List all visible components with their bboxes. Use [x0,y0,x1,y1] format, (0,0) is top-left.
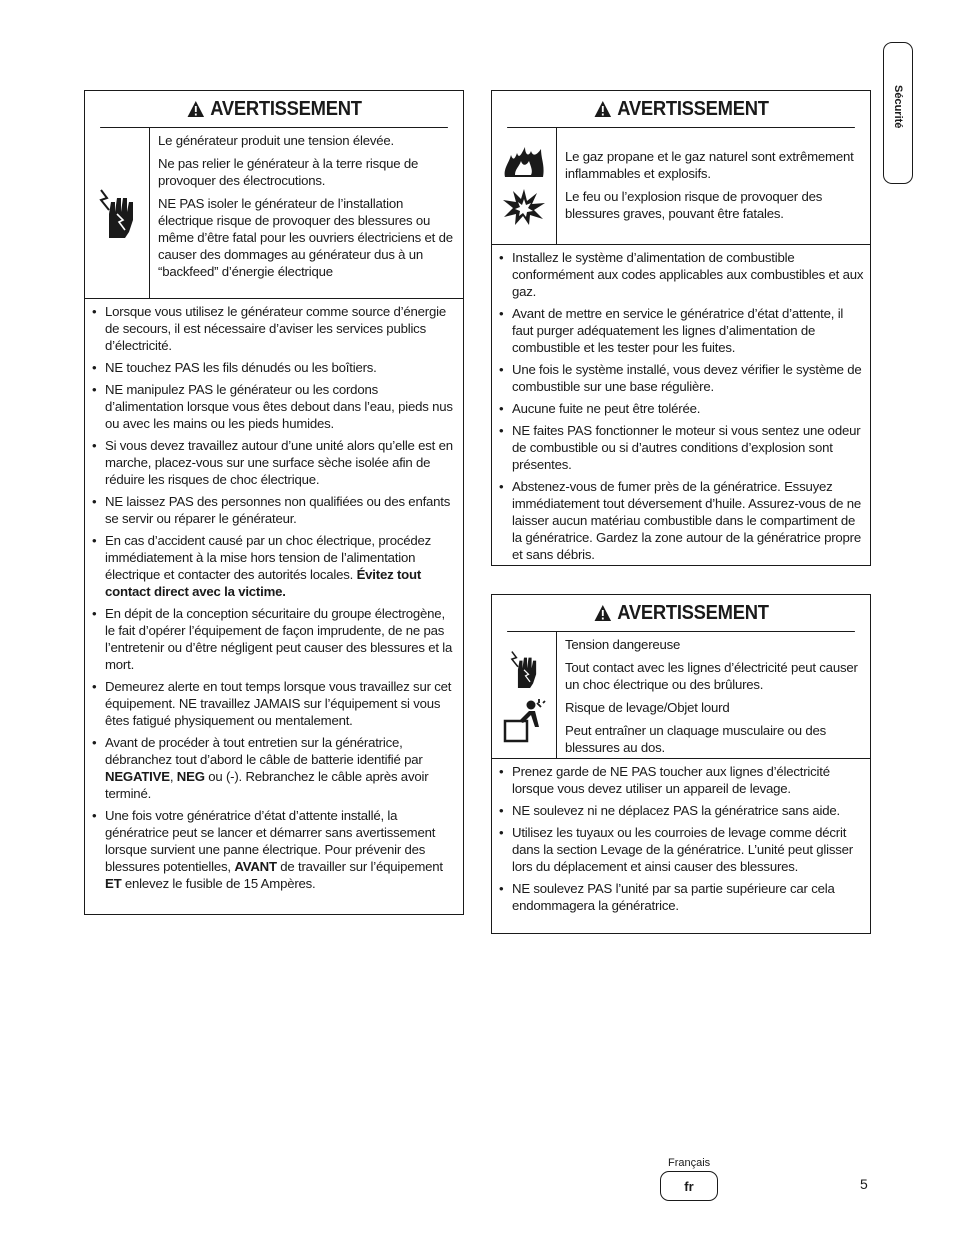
list-item: • Si vous devez travaillez autour d’une unité alors qu’elle est en marche, placez-vous sur une surface sèche isolée afin de réduire les risques de choc électrique. [91,437,457,488]
language-code: fr [684,1178,694,1194]
list-item: • Aucune fuite ne peut être tolérée. [498,400,864,417]
list-item-text: ou (-). Rebranchez le câble après avoir terminé. [105,769,429,801]
warning-triangle-icon [186,100,204,118]
warning-triangle-icon [593,100,611,118]
list-item-text: de travailler sur l’équipement [276,859,443,874]
list-item: • Prenez garde de NE PAS toucher aux lignes d’électricité lorsque vous devez utiliser un appareil de levage. [498,763,864,797]
list-item: • Lorsque vous utilisez le générateur comme source d’énergie de secours, il est nécessaire d’aviser les services publics d’électricité. [91,303,457,354]
emphasis-text: AVANT [234,859,277,874]
precaution-list [85,299,463,894]
hazard-statement: Tout contact avec les lignes d’électricité peut causer un choc électrique ou des brûlures. [565,660,858,692]
list-item: • NE soulevez ni ne déplacez PAS la génératrice sans aide. [498,802,864,819]
warning-box-fuel [491,90,871,566]
list-item: • Utilisez les tuyaux ou les courroies de levage comme décrit dans la section Levage de la génératrice. L’unité peut glisser lors du déplacement et ainsi causer des blessures. [498,824,864,875]
warning-title: AVERTISSEMENT [617,97,769,120]
list-item: • Demeurez alerte en tout temps lorsque vous travaillez sur cet équipement. NE travaillez JAMAIS sur l’équipement si vous êtes fatigué physiquement ou mentalement. [91,678,457,729]
list-item: • Installez le système d’alimentation de combustible conformément aux codes applicables aux combustibles et aux gaz. [498,249,864,300]
list-item: • NE faites PAS fonctionner le moteur si vous sentez une odeur de combustible ou si d’autres conditions d’explosion sont présentes. [498,422,864,473]
explosion-icon [501,187,547,227]
list-item [91,807,457,892]
list-item [91,734,457,802]
list-item-text: Avant de procéder à tout entretien sur la génératrice, débranchez tout d’abord le câble de batterie identifié par [105,735,423,767]
language-label: Français [668,1157,711,1169]
hazard-statement: Tension dangereuse [565,637,681,652]
hazard-statement: Le générateur produit une tension élevée. [158,133,394,148]
section-tab [883,42,913,184]
list-item-text: Une fois votre génératrice d’état d’attente installé, la génératrice peut se lancer et démarrer sans avertissement lorsque survient une panne électrique. Pour prévenir des blessures potentielles, [105,808,436,874]
hazard-icons [492,632,557,758]
emphasis-text: NEG [176,769,205,784]
hazard-statements [557,128,870,244]
electric-shock-hand-icon [95,184,139,242]
hazard-statement: Risque de levage/Objet lourd [565,700,730,715]
list-item: • Abstenez-vous de fumer près de la génératrice. Essuyez immédiatement tout déversement d’huile. Assurez-vous de ne laisser aucun matériau combustible dans le compartiment de la génératrice. Gardez la zone autour de la génératrice propre et sans débris. [498,478,864,563]
emphasis-text: ET [105,876,122,891]
heavy-lifting-icon [501,699,547,743]
language-badge [660,1171,718,1201]
list-item-text: enlevez le fusible de 15 Ampères. [121,876,316,891]
precaution-list [492,759,870,916]
hazard-statement: Peut entraîner un claquage musculaire ou des blessures au dos. [565,723,826,755]
precaution-list [492,245,870,565]
hazard-statements [557,632,870,758]
list-item [91,532,457,600]
list-item: • NE touchez PAS les fils dénudés ou les boîtiers. [91,359,457,376]
fire-icon [501,145,547,179]
warning-title: AVERTISSEMENT [617,601,769,624]
warning-title: AVERTISSEMENT [210,97,362,120]
list-item: • En dépit de la conception sécuritaire du groupe électrogène, le fait d’opérer l’équipement de façon imprudente, de ne pas l’entretenir ou d’être négligent peut causer des blessures et la mort. [91,605,457,673]
hazard-icons [85,128,150,298]
hazard-statements [150,128,463,298]
hazard-statement: Ne pas relier le générateur à la terre risque de provoquer des électrocutions. [158,156,419,188]
hazard-icons [492,128,557,244]
emphasis-text: NEGATIVE [105,769,170,784]
warning-box-voltage-lifting [491,594,871,934]
warning-header [100,91,448,128]
hazard-statement: NE PAS isoler le générateur de l’installation électrique risque de provoquer des blessures ou même d’être fatal pour les ouvriers électriciens et de causer des dommages au générateur dus à un “backfeed” d’énergie électrique [158,196,453,279]
warning-header [507,595,855,632]
warning-box-electrical [84,90,464,915]
list-item-text: En cas d’accident causé par un choc électrique, procédez immédiatement à la mise hors tension de l’alimentation électrique et contacter des autorités locales. [105,533,432,582]
emphasis-text: Évitez tout contact direct avec la victime. [105,567,422,599]
page-number: 5 [860,1176,868,1192]
list-item: • NE soulevez PAS l’unité par sa partie supérieure car cela endommagera la génératrice. [498,880,864,914]
list-item: • Une fois le système installé, vous devez vérifier le système de combustible sur une base régulière. [498,361,864,395]
section-tab-label: Sécurité [892,85,904,129]
list-item: • NE manipulez PAS le générateur ou les cordons d’alimentation lorsque vous êtes debout dans l’eau, pieds nus ou avec les mains ou les pieds humides. [91,381,457,432]
list-item-text: , [169,769,177,784]
warning-triangle-icon [593,604,611,622]
hazard-statement: Le feu ou l’explosion risque de provoquer des blessures graves, pouvant être fatales. [565,189,823,221]
list-item: • NE laissez PAS des personnes non qualifiées ou des enfants se servir ou réparer le générateur. [91,493,457,527]
hazard-statement: Le gaz propane et le gaz naturel sont extrêmement inflammables et explosifs. [565,149,854,181]
warning-header [507,91,855,128]
electric-shock-hand-icon [505,647,543,691]
list-item: • Avant de mettre en service le génératrice d’état d’attente, il faut purger adéquatement les lignes d’alimentation de combustible et les tester pour les fuites. [498,305,864,356]
